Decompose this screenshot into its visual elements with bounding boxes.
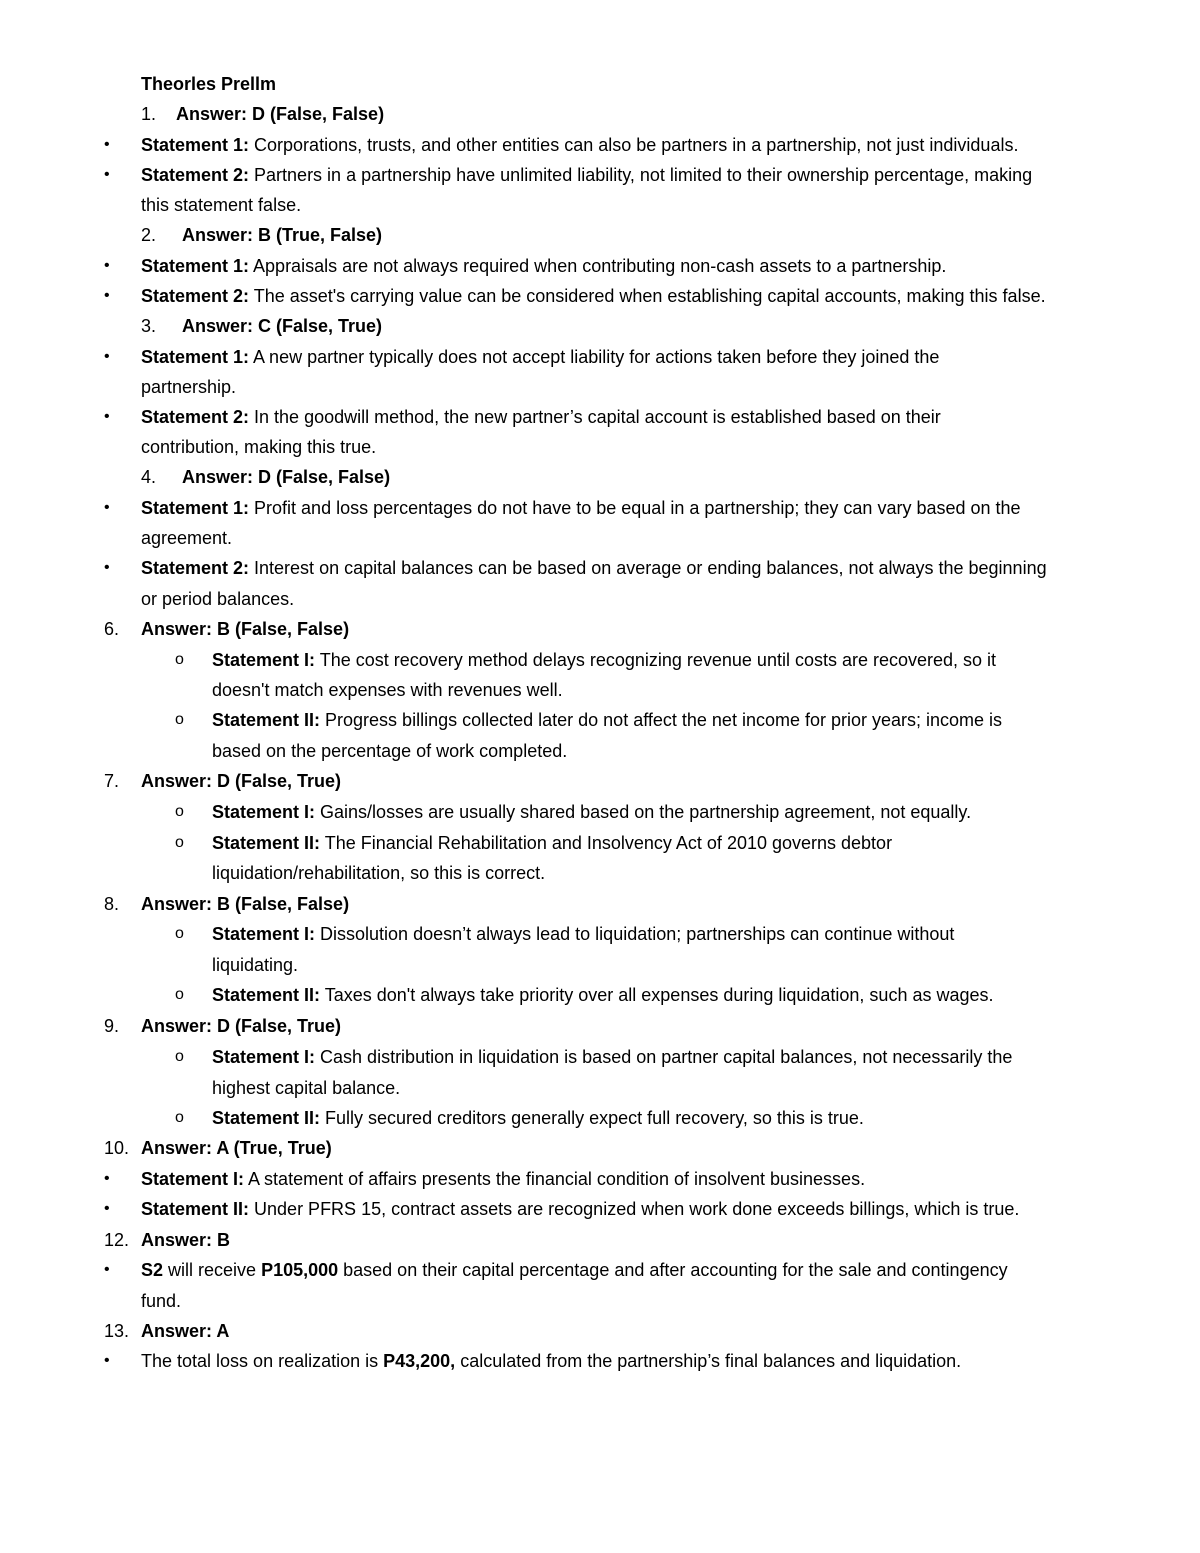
- sub-bullet-icon: o: [175, 1048, 184, 1065]
- item-number: 2.: [141, 225, 157, 245]
- answer-text: Answer: B (False, False): [141, 619, 350, 639]
- answer-text: Answer: B (True, False): [182, 225, 383, 245]
- statement-text: Profit and loss percentages do not have to be equal in a partnership; they can vary based on the: [249, 498, 1021, 518]
- statement-text: calculated from the partnership’s final balances and liquidation.: [455, 1351, 962, 1371]
- sub-bullet-icon: o: [175, 986, 184, 1003]
- bullet-icon: •: [104, 166, 110, 183]
- statement-text: Interest on capital balances can be based on average or ending balances, not always the beginning: [249, 558, 1047, 578]
- statement-text-cont: fund.: [141, 1291, 182, 1311]
- statement-text: Corporations, trusts, and other entities can also be partners in a partnership, not just individuals.: [249, 135, 1019, 155]
- statement-text-cont: this statement false.: [141, 195, 302, 215]
- item-number: 8.: [104, 894, 120, 914]
- statement-text-cont: highest capital balance.: [212, 1078, 401, 1098]
- sub-bullet-icon: o: [175, 925, 184, 942]
- statement-text: Under PFRS 15, contract assets are recognized when work done exceeds billings, which is true.: [249, 1199, 1020, 1219]
- document-title: Theorles Prellm: [141, 74, 277, 94]
- statement-label: Statement 1:: [141, 498, 250, 518]
- statement-label: Statement I:: [212, 802, 316, 822]
- statement-text-cont: partnership.: [141, 377, 237, 397]
- sub-bullet-icon: o: [175, 834, 184, 851]
- statement-text-cont: liquidation/rehabilitation, so this is correct.: [212, 863, 546, 883]
- statement-text-cont: doesn't match expenses with revenues well.: [212, 680, 563, 700]
- sub-bullet-icon: o: [175, 803, 184, 820]
- item-number: 3.: [141, 316, 157, 336]
- item-number: 10.: [104, 1138, 130, 1158]
- item-number: 1.: [141, 104, 157, 124]
- statement-text: based on their capital percentage and after accounting for the sale and contingency: [338, 1260, 1008, 1280]
- item-number: 4.: [141, 467, 157, 487]
- statement-label: Statement I:: [141, 1169, 245, 1189]
- amount-value: P105,000: [261, 1260, 339, 1280]
- statement-text: In the goodwill method, the new partner’s capital account is established based on their: [249, 407, 941, 427]
- statement-text-cont: based on the percentage of work completed.: [212, 741, 568, 761]
- statement-label: S2: [141, 1260, 164, 1280]
- item-number: 9.: [104, 1016, 120, 1036]
- bullet-icon: •: [104, 287, 110, 304]
- statement-label: Statement 2:: [141, 286, 250, 306]
- item-number: 6.: [104, 619, 120, 639]
- statement-label: Statement I:: [212, 650, 316, 670]
- statement-label: Statement 2:: [141, 558, 250, 578]
- statement-text: The asset's carrying value can be considered when establishing capital accounts, making this false.: [249, 286, 1046, 306]
- bullet-icon: •: [104, 1352, 110, 1369]
- statement-text: Taxes don't always take priority over all expenses during liquidation, such as wages.: [320, 985, 994, 1005]
- statement-text: Progress billings collected later do not affect the net income for prior years; income is: [320, 710, 1003, 730]
- statement-label: Statement II:: [212, 710, 321, 730]
- answer-text: Answer: D (False, False): [182, 467, 391, 487]
- statement-text: A new partner typically does not accept liability for actions taken before they joined the: [249, 347, 940, 367]
- answer-text: Answer: B: [141, 1230, 231, 1250]
- statement-text-cont: liquidating.: [212, 955, 299, 975]
- item-number: 13.: [104, 1321, 130, 1341]
- bullet-icon: •: [104, 1200, 110, 1217]
- statement-label: Statement I:: [212, 924, 316, 944]
- bullet-icon: •: [104, 136, 110, 153]
- statement-label: Statement II:: [212, 985, 321, 1005]
- statement-text: A statement of affairs presents the financial condition of insolvent businesses.: [244, 1169, 866, 1189]
- statement-label: Statement I:: [212, 1047, 316, 1067]
- statement-label: Statement 1:: [141, 347, 250, 367]
- statement-label: Statement II:: [212, 1108, 321, 1128]
- statement-text: will receive: [163, 1260, 262, 1280]
- statement-label: Statement II:: [212, 833, 321, 853]
- answer-text: Answer: A (True, True): [141, 1138, 332, 1158]
- answer-text: Answer: C (False, True): [182, 316, 383, 336]
- statement-text: The Financial Rehabilitation and Insolvency Act of 2010 governs debtor: [320, 833, 893, 853]
- statement-label: Statement 2:: [141, 407, 250, 427]
- statement-text: Partners in a partnership have unlimited liability, not limited to their ownership percentage, making: [249, 165, 1033, 185]
- bullet-icon: •: [104, 257, 110, 274]
- answer-text: Answer: D (False, True): [141, 771, 342, 791]
- statement-label: Statement 1:: [141, 135, 250, 155]
- amount-value: P43,200,: [383, 1351, 456, 1371]
- bullet-icon: •: [104, 1170, 110, 1187]
- statement-label: Statement 2:: [141, 165, 250, 185]
- statement-text: The total loss on realization is: [141, 1351, 384, 1371]
- sub-bullet-icon: o: [175, 1109, 184, 1126]
- answer-text: Answer: B (False, False): [141, 894, 350, 914]
- bullet-icon: •: [104, 499, 110, 516]
- item-number: 12.: [104, 1230, 130, 1250]
- bullet-icon: •: [104, 1261, 110, 1278]
- bullet-icon: •: [104, 559, 110, 576]
- statement-text-cont: agreement.: [141, 528, 233, 548]
- statement-label: Statement II:: [141, 1199, 250, 1219]
- sub-bullet-icon: o: [175, 651, 184, 668]
- statement-text: The cost recovery method delays recognizing revenue until costs are recovered, so it: [315, 650, 997, 670]
- bullet-icon: •: [104, 348, 110, 365]
- statement-text: Fully secured creditors generally expect full recovery, so this is true.: [320, 1108, 864, 1128]
- answer-text: Answer: D (False, True): [141, 1016, 342, 1036]
- item-number: 7.: [104, 771, 120, 791]
- answer-text: Answer: A: [141, 1321, 230, 1341]
- statement-label: Statement 1:: [141, 256, 250, 276]
- statement-text: Dissolution doesn’t always lead to liquidation; partnerships can continue without: [315, 924, 955, 944]
- bullet-icon: •: [104, 408, 110, 425]
- statement-text: Cash distribution in liquidation is based on partner capital balances, not necessarily the: [315, 1047, 1013, 1067]
- statement-text: Gains/losses are usually shared based on the partnership agreement, not equally.: [315, 802, 972, 822]
- answer-text: Answer: D (False, False): [176, 104, 385, 124]
- statement-text-cont: contribution, making this true.: [141, 437, 377, 457]
- statement-text-cont: or period balances.: [141, 589, 295, 609]
- statement-text: Appraisals are not always required when contributing non-cash assets to a partnership.: [249, 256, 947, 276]
- sub-bullet-icon: o: [175, 711, 184, 728]
